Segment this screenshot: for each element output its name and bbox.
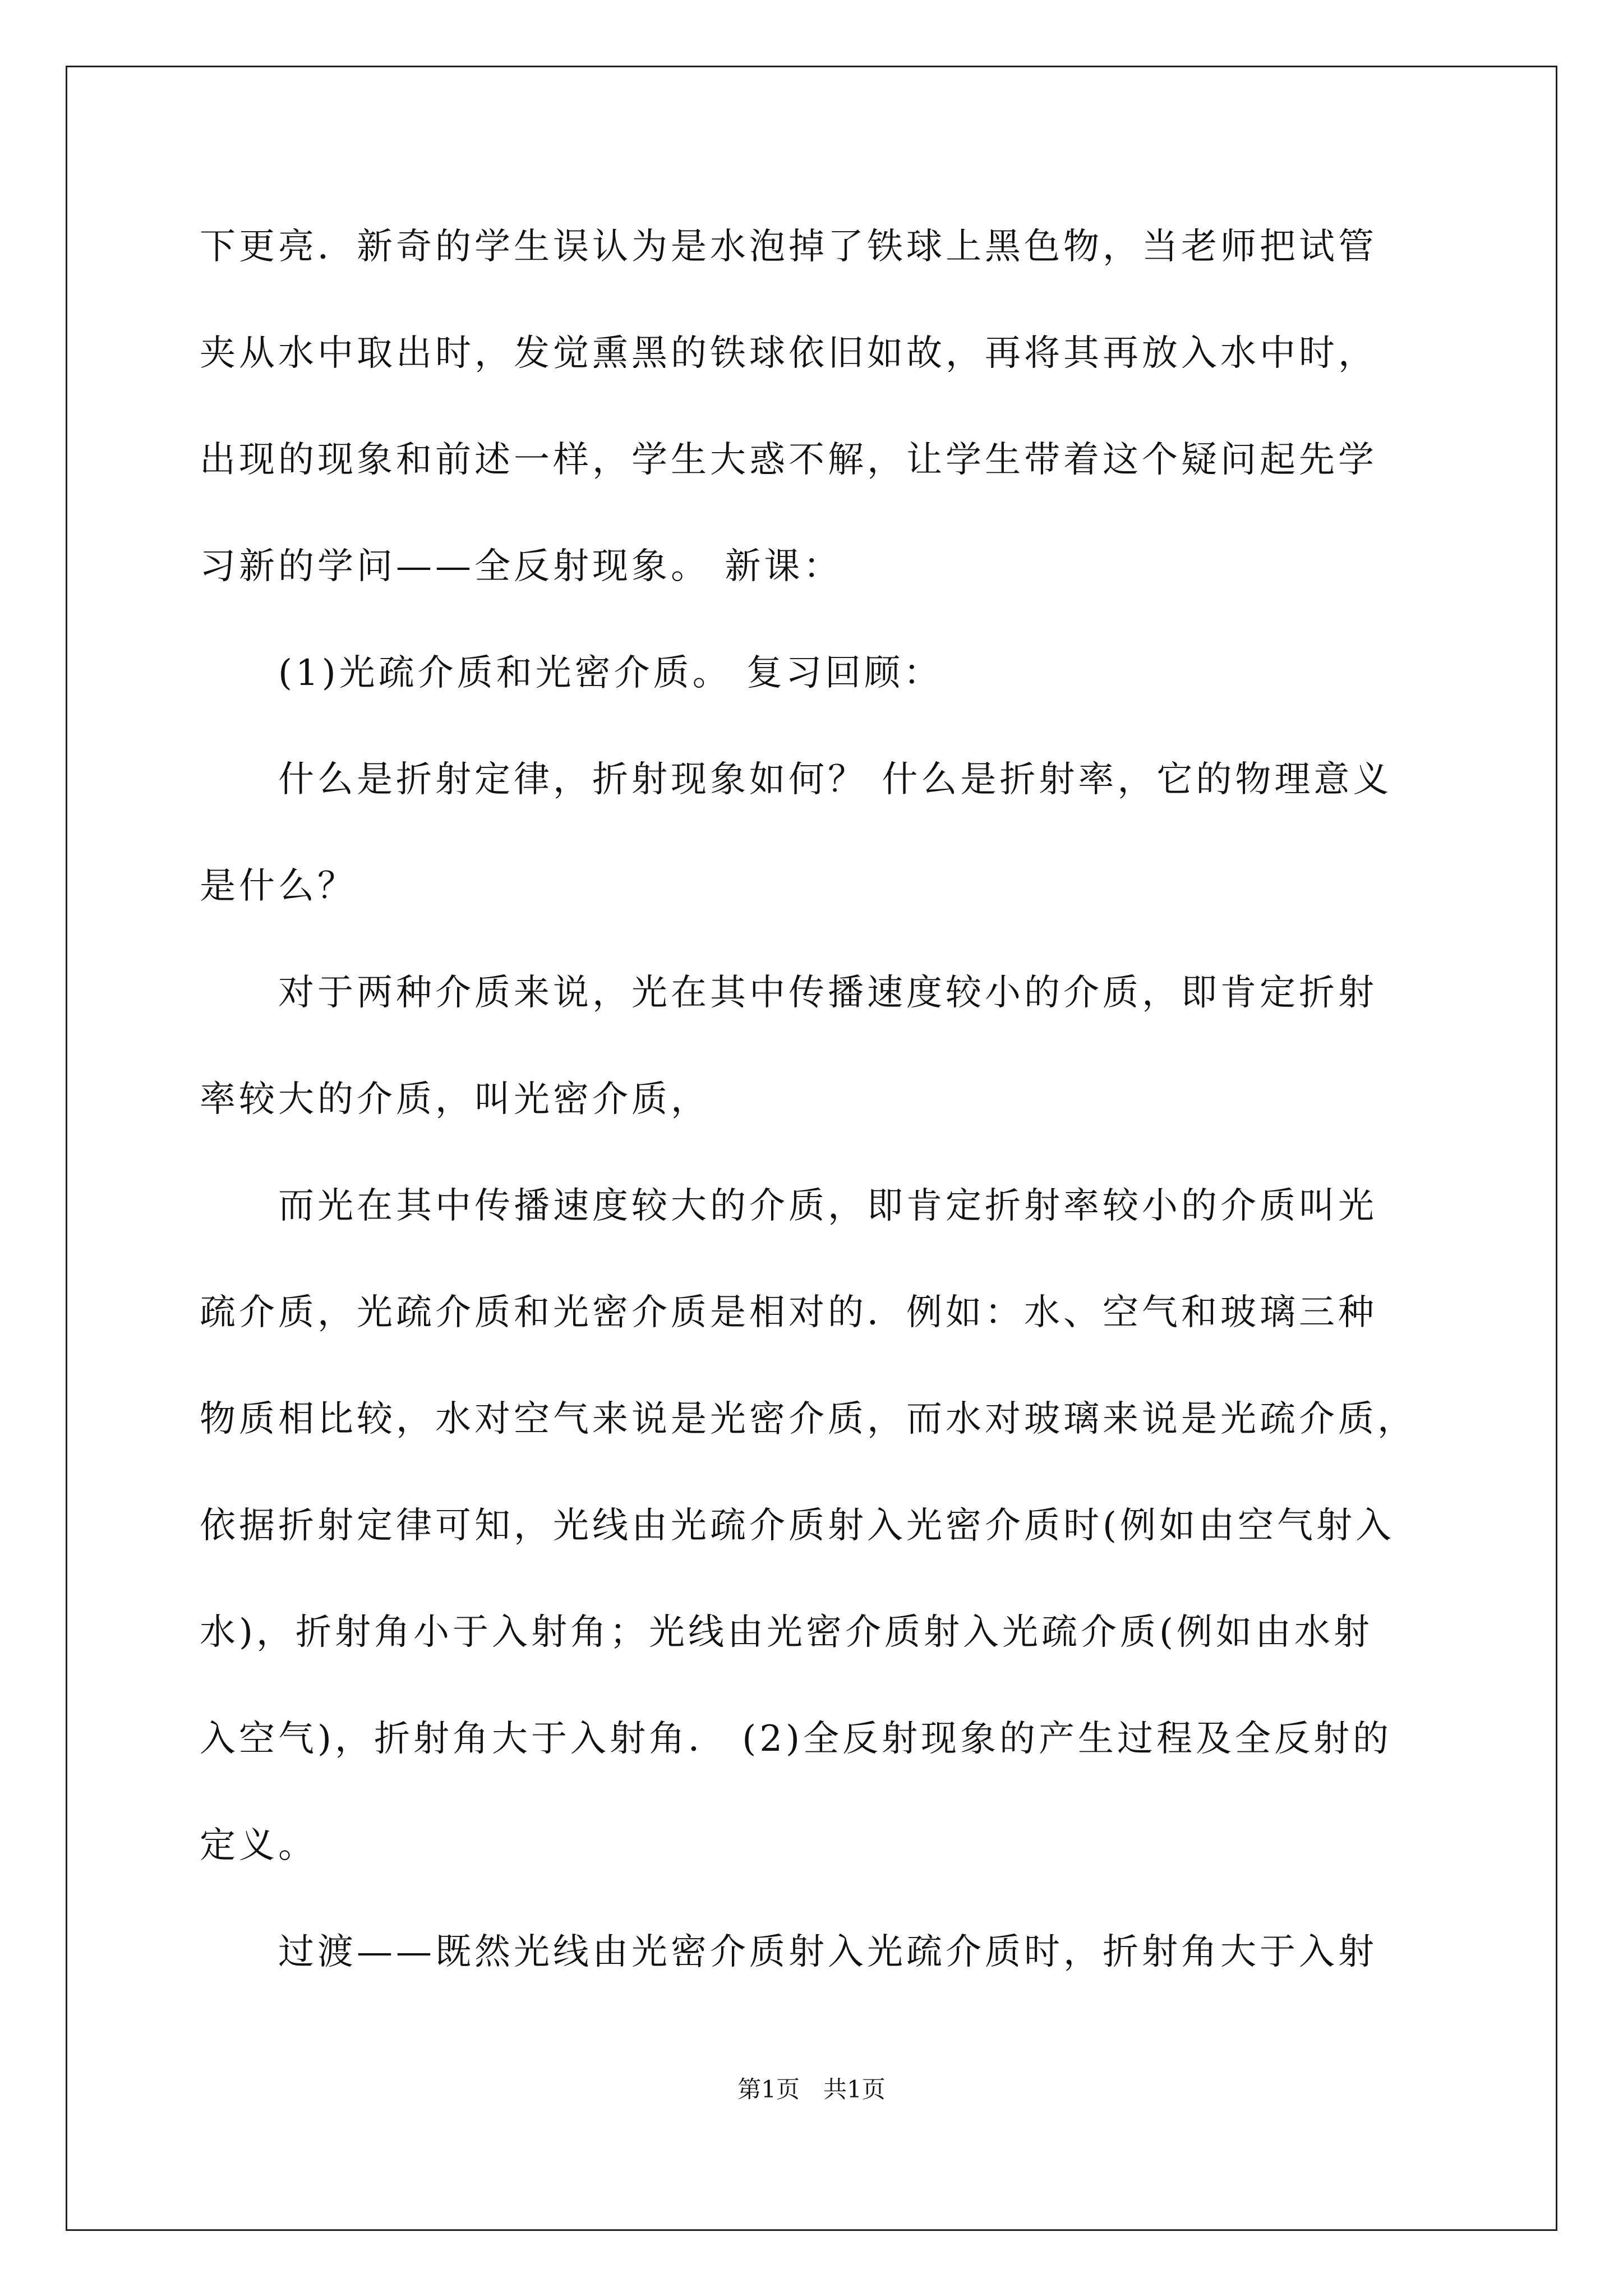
text-line: 习新的学问——全反射现象。 新课： <box>200 546 843 587</box>
page-number-footer: 第1页 共1页 <box>737 2076 886 2103</box>
text-line: 是什么？ <box>200 866 357 907</box>
text-line: 对于两种介质来说，光在其中传播速度较小的介质，即肯定折射 <box>278 972 1377 1014</box>
page-border <box>66 66 1557 2231</box>
text-line: 过渡——既然光线由光密介质射入光疏介质时，折射角大于入射 <box>278 1931 1377 1973</box>
text-line: 下更亮．新奇的学生误认为是水泡掉了铁球上黑色物，当老师把试管 <box>200 226 1377 268</box>
text-line: 依据折射定律可知，光线由光疏介质射入光密介质时(例如由空气射入 <box>200 1505 1395 1547</box>
text-line: 什么是折射定律，折射现象如何？ 什么是折射率，它的物理意义 <box>278 759 1393 800</box>
text-line: 水)，折射角小于入射角；光线由光密介质射入光疏介质(例如由水射 <box>200 1612 1373 1653</box>
text-line: (1)光疏介质和光密介质。 复习回顾： <box>278 652 943 694</box>
text-line: 而光在其中传播速度较大的介质，即肯定折射率较小的介质叫光 <box>278 1185 1377 1227</box>
text-line: 夹从水中取出时，发觉熏黑的铁球依旧如故，再将其再放入水中时， <box>200 333 1377 374</box>
text-line: 入空气)，折射角大于入射角． (2)全反射现象的产生过程及全反射的 <box>200 1718 1392 1760</box>
text-line: 率较大的介质，叫光密介质， <box>200 1079 710 1120</box>
text-line: 定义。 <box>200 1825 317 1866</box>
text-line: 疏介质，光疏介质和光密介质是相对的．例如：水、空气和玻璃三种 <box>200 1292 1377 1333</box>
text-line: 出现的现象和前述一样，学生大惑不解，让学生带着这个疑问起先学 <box>200 439 1377 481</box>
text-line: 物质相比较，水对空气来说是光密介质，而水对玻璃来说是光疏介质， <box>200 1398 1417 1440</box>
